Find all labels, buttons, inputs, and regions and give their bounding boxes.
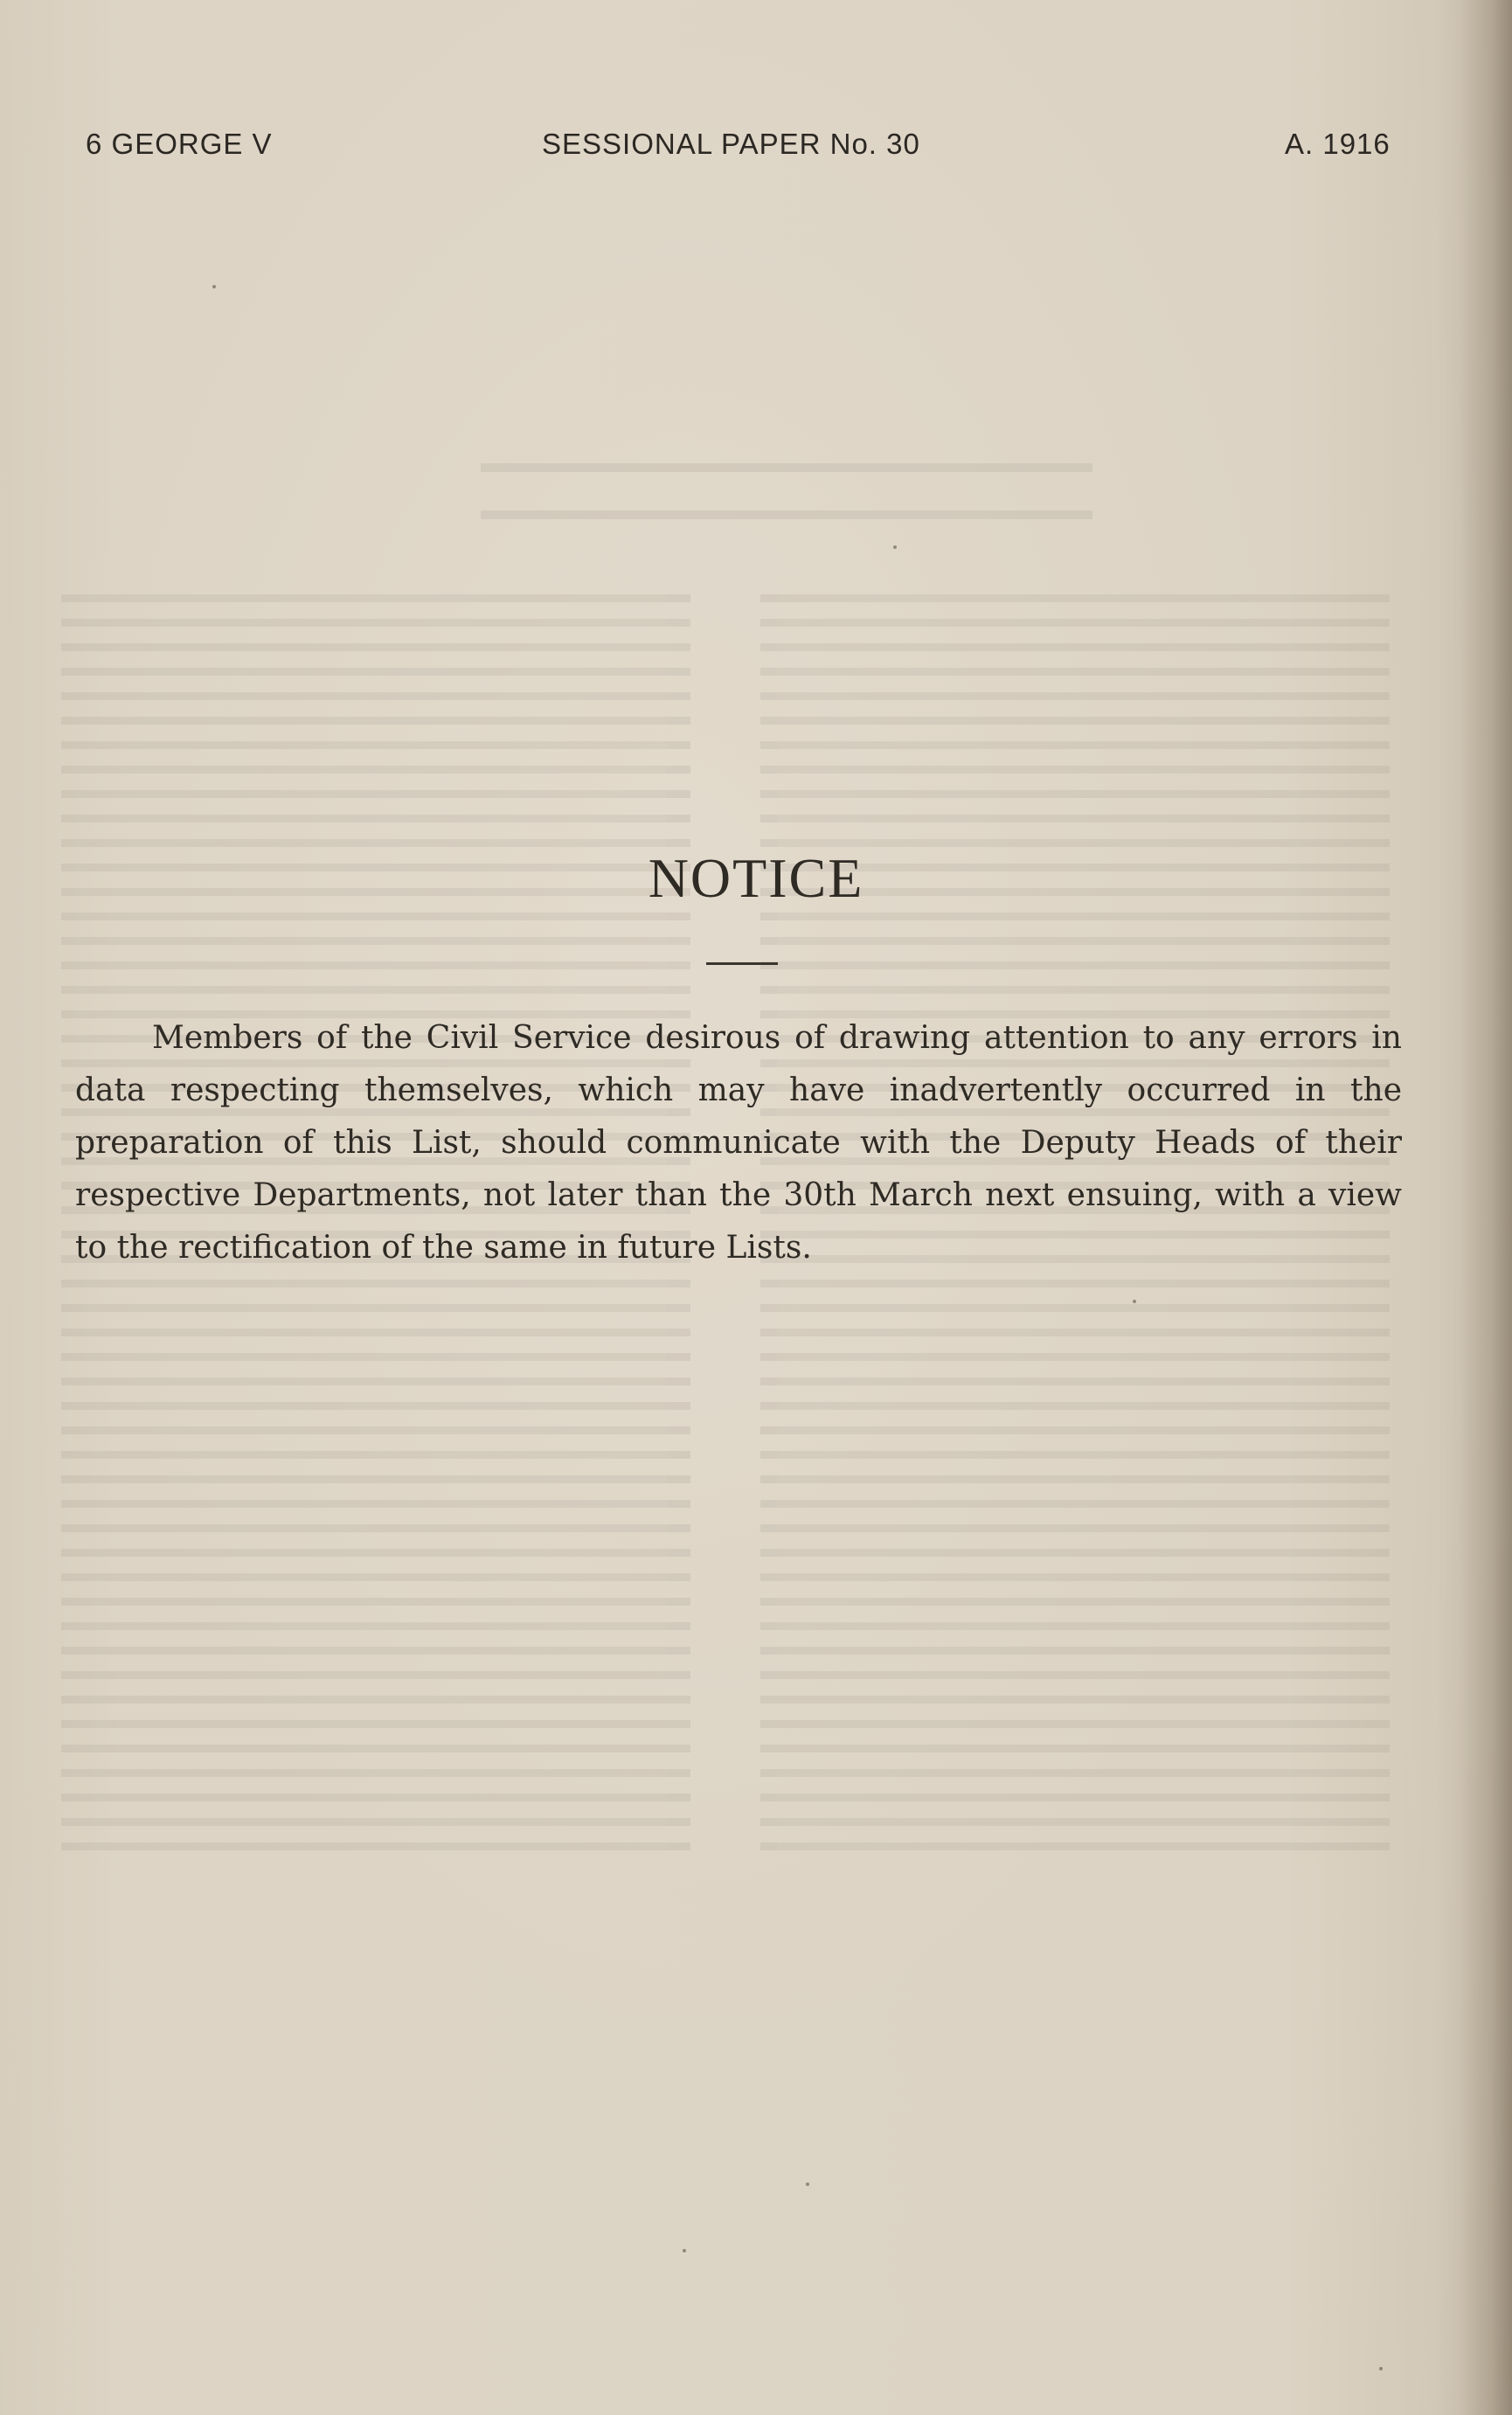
notice-body: Members of the Civil Service desirous of drawing attention to any errors in data respecting themselves, which may have inadvertently occurred in the preparation of this List, should communicate with the Deputy Heads of their respective Departments, not later than the 30th March next ensuing, with a view to the rectification of the same in future Lists. [75,1020,1402,1266]
header-sessional-paper: SESSIONAL PAPER No. 30 [542,128,920,160]
paper-speck [1133,1300,1136,1303]
paper-speck [683,2249,686,2252]
paper-speck [806,2183,809,2186]
bleed-through-title [481,463,1092,519]
paper-speck [1379,2367,1383,2370]
header-regnal-year: 6 GEORGE V [86,128,273,160]
paper-speck [212,285,216,288]
page-edge-shadow [1460,0,1512,2415]
notice-title: NOTICE [648,847,864,909]
paper-speck [893,545,897,549]
running-header [0,128,1512,166]
header-year: A. 1916 [1285,128,1391,160]
title-rule [706,962,778,965]
